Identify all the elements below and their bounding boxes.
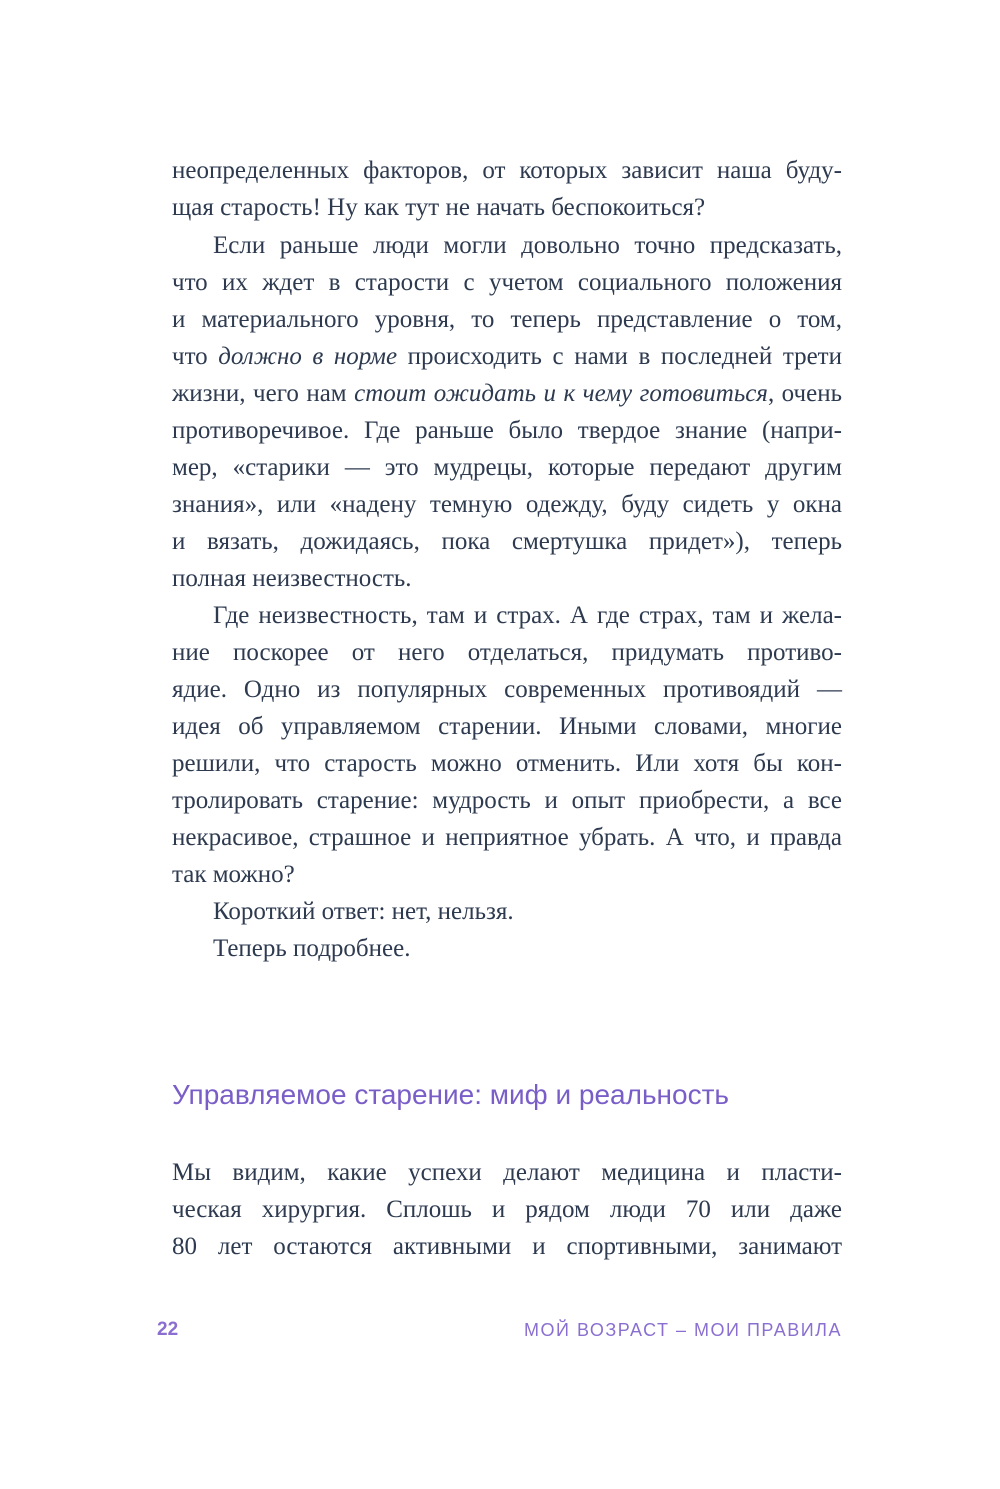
italic-emphasis: стоит ожидать и к чему готовиться xyxy=(354,380,768,407)
body-line: и вязать, дожидаясь, пока смертушка придет»), теперь xyxy=(172,528,842,555)
body-line: полная неизвестность. xyxy=(172,565,412,592)
body-line: ние поскорее от него отделаться, придумать противо- xyxy=(172,639,842,666)
page-number: 22 xyxy=(157,1319,179,1340)
text-segment: жизни, чего нам xyxy=(172,380,355,407)
body-line-with-emphasis xyxy=(172,338,842,375)
body-line: Теперь подробнее. xyxy=(213,935,411,962)
body-line: что их ждет в старости с учетом социального положения xyxy=(172,269,842,296)
text-segment: , очень xyxy=(767,380,842,407)
section-line: 80 лет остаются активными и спортивными, занимают xyxy=(172,1233,842,1260)
text-segment: что xyxy=(172,343,219,370)
italic-emphasis: должно в норме xyxy=(218,343,398,370)
body-line: противоречивое. Где раньше было твердое знание (напри- xyxy=(172,417,842,444)
body-line: ядие. Одно из популярных современных противоядий — xyxy=(172,676,842,703)
running-footer-title: МОЙ ВОЗРАСТ – МОИ ПРАВИЛА xyxy=(524,1320,842,1340)
body-line: неопределенных факторов, от которых зависит наша буду- xyxy=(172,157,842,184)
body-line: щая старость! Ну как тут не начать беспокоиться? xyxy=(172,194,706,221)
body-line: Если раньше люди могли довольно точно предсказать, xyxy=(213,232,842,259)
section-line: Мы видим, какие успехи делают медицина и пласти- xyxy=(172,1159,842,1186)
body-line: знания», или «надену темную одежду, буду сидеть у окна xyxy=(172,491,842,518)
body-line: и материального уровня, то теперь представление о том, xyxy=(172,306,842,333)
body-line: так можно? xyxy=(172,861,295,888)
body-line: тролировать старение: мудрость и опыт приобрести, а все xyxy=(172,787,842,814)
body-line: мер, «старики — это мудрецы, которые передают другим xyxy=(172,454,842,481)
body-line: некрасивое, страшное и неприятное убрать. А что, и правда xyxy=(172,824,842,851)
body-line: Короткий ответ: нет, нельзя. xyxy=(213,898,514,925)
section-line: ческая хирургия. Сплошь и рядом люди 70 или даже xyxy=(172,1196,842,1223)
body-line: решили, что старость можно отменить. Или хотя бы кон- xyxy=(172,750,842,777)
body-line-with-emphasis xyxy=(172,375,842,412)
text-segment: происходить с нами в последней трети xyxy=(397,343,842,370)
section-heading: Управляемое старение: миф и реальность xyxy=(172,1079,729,1110)
body-line: идея об управляемом старении. Иными словами, многие xyxy=(172,713,842,740)
body-line: Где неизвестность, там и страх. А где страх, там и жела- xyxy=(213,602,842,629)
